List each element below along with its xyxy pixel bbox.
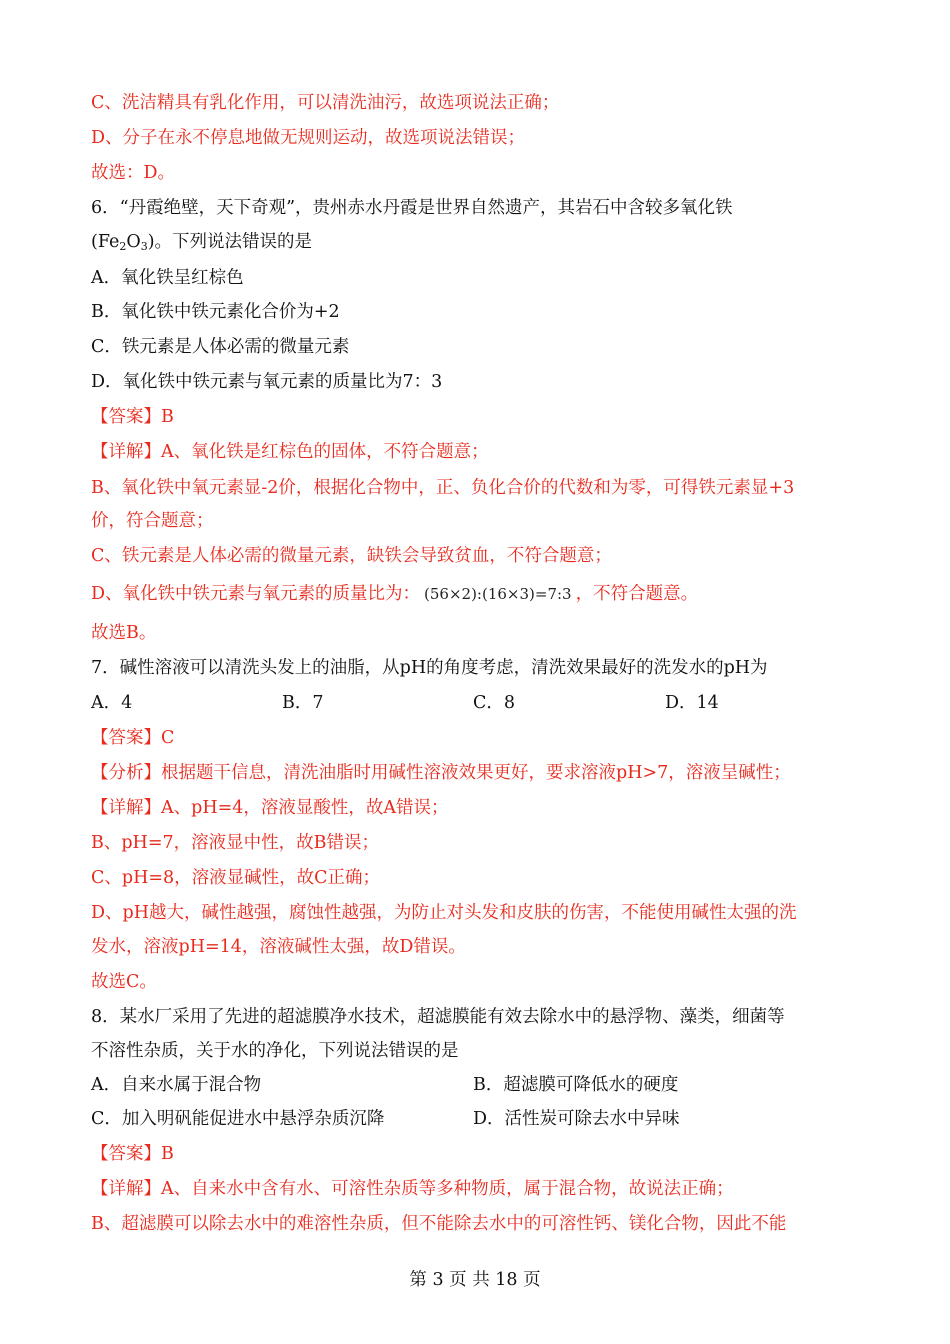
detail-line: B、超滤膜可以除去水中的难溶性杂质，但不能除去水中的可溶性钙、镁化合物，因此不能 <box>91 1214 787 1234</box>
option-d: D．活性炭可除去水中异味 <box>473 1109 680 1129</box>
option-b: B．7 <box>282 693 324 713</box>
option-c: C．铁元素是人体必需的微量元素 <box>91 337 350 357</box>
option-b: B．超滤膜可降低水的硬度 <box>473 1075 679 1095</box>
question-7-stem: 7．碱性溶液可以清洗头发上的油脂，从pH的角度考虑，清洗效果最好的洗发水的pH为 <box>91 658 768 678</box>
text-line: D、分子在永不停息地做无规则运动，故选项说法错误； <box>91 128 526 148</box>
option-c: C．加入明矾能促进水中悬浮杂质沉降 <box>91 1109 385 1129</box>
option-b: B．氧化铁中铁元素化合价为+2 <box>91 302 340 322</box>
detail-line: D、pH越大，碱性越强，腐蚀性越强，为防止对头发和皮肤的伤害，不能使用碱性太强的洗 <box>91 903 797 923</box>
detail-line: B、氧化铁中氧元素显-2价，根据化合物中，正、负化合价的代数和为零，可得铁元素显+3 <box>91 478 795 498</box>
detail-line: C、铁元素是人体必需的微量元素，缺铁会导致贫血，不符合题意； <box>91 546 612 566</box>
detail-line: 【详解】A、自来水中含有水、可溶性杂质等多种物质，属于混合物，故说法正确； <box>91 1179 734 1199</box>
detail-line: 价，符合题意； <box>91 511 214 531</box>
option-c: C．8 <box>473 693 516 713</box>
conclusion: 故选B。 <box>91 623 157 643</box>
text-line: 故选：D。 <box>91 163 176 183</box>
detail-line: 发水，溶液pH=14，溶液碱性太强，故D错误。 <box>91 937 466 957</box>
answer-label: 【答案】B <box>91 1144 174 1164</box>
answer-label: 【答案】C <box>91 728 175 748</box>
question-8-stem-cont: 不溶性杂质，关于水的净化，下列说法错误的是 <box>91 1041 459 1061</box>
option-d: D．14 <box>665 693 719 713</box>
text-line: C、洗洁精具有乳化作用，可以清洗油污，故选项说法正确； <box>91 93 560 113</box>
option-a: A．氧化铁呈红棕色 <box>91 268 244 288</box>
question-6-stem-cont: $(Fe_2O_3)$。下列说法错误的是 <box>91 232 313 253</box>
analysis-line: 【分析】根据题干信息，清洗油脂时用碱性溶液效果更好，要求溶液pH>7，溶液呈碱性； <box>91 763 791 783</box>
question-6-stem: 6．“丹霞绝壁，天下奇观”，贵州赤水丹霞是世界自然遗产，其岩石中含较多氧化铁 <box>91 198 733 218</box>
conclusion: 故选C。 <box>91 972 157 992</box>
detail-line: 【详解】A、pH=4，溶液显酸性，故A错误； <box>91 798 449 818</box>
mass-ratio-formula: (56×2):(16×3)=7:3 <box>424 585 572 603</box>
detail-line: 【详解】A、氧化铁是红棕色的固体，不符合题意； <box>91 442 489 462</box>
detail-line: B、pH=7，溶液显中性，故B错误； <box>91 833 379 853</box>
page-footer: 第 3 页 共 18 页 <box>409 1270 541 1290</box>
option-a: A．4 <box>91 693 133 713</box>
detail-line-formula: D、氧化铁中铁元素与氧元素的质量比为： (56×2):(16×3)=7:3 ，不符合题意。 <box>91 584 699 604</box>
detail-line: C、pH=8，溶液显碱性，故C正确； <box>91 868 381 888</box>
answer-label: 【答案】B <box>91 407 174 427</box>
option-d: D．氧化铁中铁元素与氧元素的质量比为7：3 <box>91 372 443 392</box>
question-8-stem: 8．某水厂采用了先进的超滤膜净水技术，超滤膜能有效去除水中的悬浮物、藻类，细菌等 <box>91 1007 785 1027</box>
option-a: A．自来水属于混合物 <box>91 1075 262 1095</box>
